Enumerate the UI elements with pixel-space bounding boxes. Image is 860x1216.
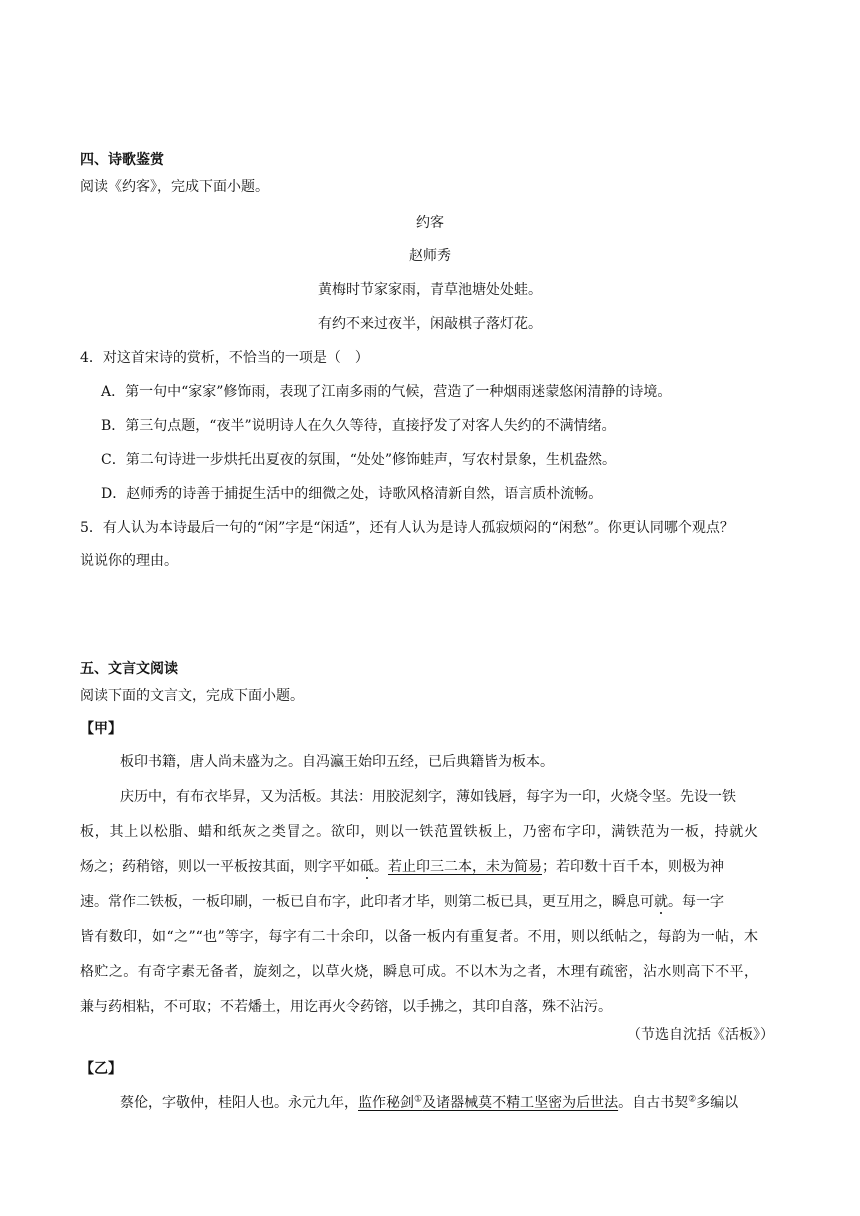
poem-line: 黄梅时节家家雨，青草池塘处处蛙。	[318, 282, 542, 298]
poem-author: 赵师秀	[409, 248, 451, 264]
passage-line: 板，其上以松脂、蜡和纸灰之类冒之。欲印，则以一铁范置铁板上，乃密布字印，满铁范为一板，持就火	[80, 824, 758, 840]
poem-line: 有约不来过夜半，闲敲棋子落灯花。	[318, 316, 542, 332]
passage-line: 庆历中，有布衣毕昇，又为活板。其法：用胶泥刻字，薄如钱唇，每字为一印，火烧令坚。先设一铁	[120, 789, 736, 805]
passage-line	[80, 892, 724, 912]
option-b: B．第三句点题，“夜半”说明诗人在久久等待，直接抒发了对客人失约的不满情绪。	[101, 418, 616, 434]
poem-title: 约客	[416, 215, 444, 231]
underlined-sentence	[358, 1095, 618, 1111]
underlined-sentence: 若止印三二本，未为简易	[388, 859, 542, 875]
passage-text: 。自古书契	[618, 1095, 689, 1111]
underlined-text: 及诸器械莫不精工坚密为后世法	[422, 1095, 619, 1111]
passage-text: 蔡伦，字敬仲，桂阳人也。永元九年，	[120, 1095, 358, 1111]
section-heading-classical: 五、文言文阅读	[80, 661, 178, 677]
passage-source: （节选自沈括《活板》）	[627, 1027, 774, 1043]
passage-label-jia: 【甲】	[80, 721, 122, 737]
question-5-line: 说说你的理由。	[80, 553, 178, 569]
passage-text: 。每一字	[668, 894, 724, 910]
section-heading-poetry: 四、诗歌鉴赏	[80, 152, 164, 168]
emphasized-char: 就	[654, 894, 668, 910]
emphasized-char: 砥	[360, 859, 374, 875]
footnote-marker: ①	[414, 1094, 423, 1105]
option-c: C．第二句诗进一步烘托出夏夜的氛围，“处处”修饰蛙声，写农村景象，生机盎然。	[101, 452, 617, 468]
passage-line	[120, 1093, 738, 1113]
option-a: A．第一句中“家家”修饰雨，表现了江南多雨的气候，营造了一种烟雨迷蒙悠闲清静的诗境。	[101, 384, 672, 400]
question-5-line: 5．有人认为本诗最后一句的“闲”字是“闲适”，还有人认为是诗人孤寂烦闷的“闲愁”。你更认同哪个观点？	[80, 520, 734, 536]
passage-line: 兼与药相粘，不可取；不若燔土，用讫再火令药镕，以手拂之，其印自落，殊不沾污。	[80, 999, 612, 1015]
passage-line: 格贮之。有奇字素无备者，旋刻之，以草火烧，瞬息可成。不以木为之者，木理有疏密，沾水则高下不平，	[80, 964, 758, 980]
section-intro: 阅读《约客》，完成下面小题。	[80, 179, 269, 195]
section-intro: 阅读下面的文言文，完成下面小题。	[80, 688, 304, 704]
option-d: D．赵师秀的诗善于捕捉生活中的细微之处，诗歌风格清新自然，语言质朴流畅。	[101, 486, 603, 502]
passage-text: 速。常作二铁板，一板印刷，一板已自布字，此印者才毕，则第二板已具，更互用之，瞬息可	[80, 894, 654, 910]
underlined-text: 监作秘剑	[358, 1095, 414, 1111]
passage-line: 皆有数印，如“之”“也”等字，每字有二十余印，以备一板内有重复者。不用，则以纸帖之，每韵为一帖，木	[80, 929, 758, 945]
passage-line: 板印书籍，唐人尚未盛为之。自冯瀛王始印五经，已后典籍皆为板本。	[120, 754, 554, 770]
passage-label-yi: 【乙】	[80, 1061, 122, 1077]
passage-text: 炀之；药稍镕，则以一平板按其面，则字平如	[80, 859, 360, 875]
passage-line	[80, 857, 724, 877]
footnote-marker: ②	[688, 1094, 697, 1105]
passage-text: ；若印数十百千本，则极为神	[542, 859, 724, 875]
passage-text: 。	[374, 859, 388, 875]
passage-text: 多编以	[696, 1095, 739, 1111]
question-4-stem: 4．对这首宋诗的赏析，不恰当的一项是（ ）	[80, 350, 369, 366]
